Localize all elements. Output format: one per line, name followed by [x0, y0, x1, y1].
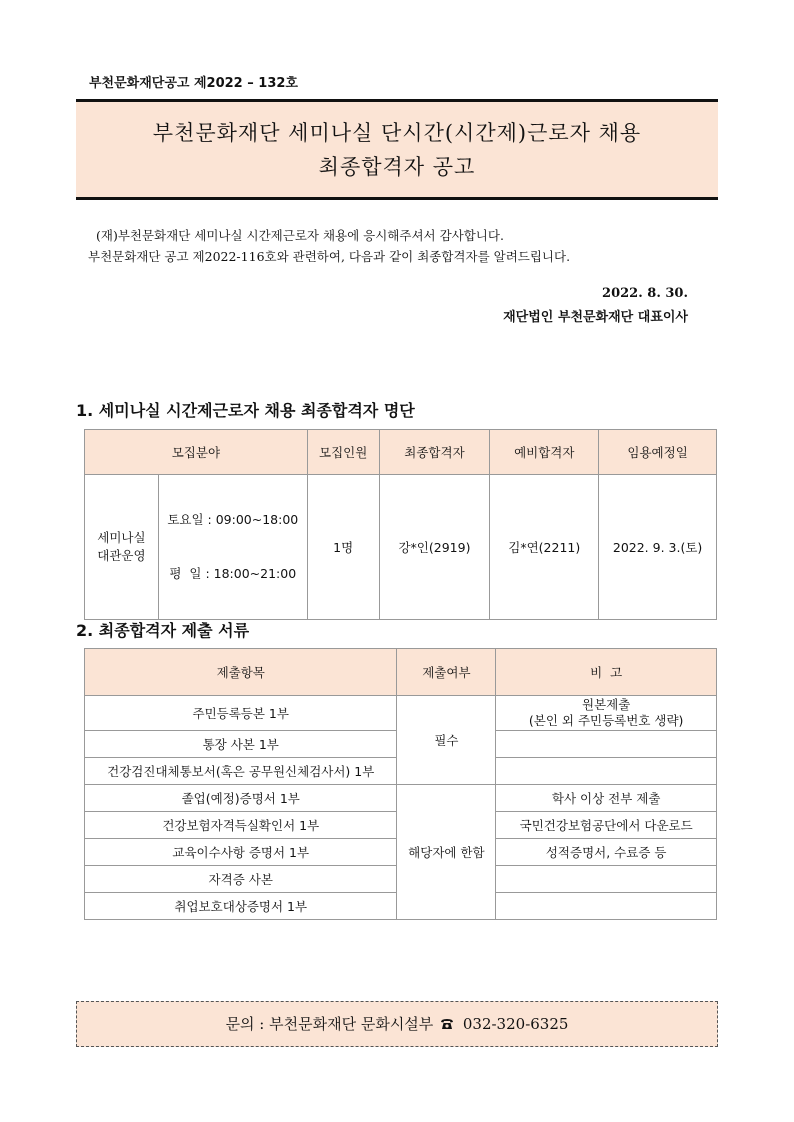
note-cell [496, 731, 717, 758]
note-cell [496, 866, 717, 893]
intro-line-2: 부천문화재단 공고 제2022-116호와 관련하여, 다음과 같이 최종합격자를 알려드립니다. [88, 249, 571, 264]
note-cell [496, 893, 717, 920]
field-cell [85, 475, 159, 620]
header-count: 모집인원 [307, 430, 379, 475]
documents-table [84, 648, 717, 920]
telephone-icon [440, 1002, 454, 1046]
title-box [76, 99, 718, 200]
header-field: 모집분야 [85, 430, 308, 475]
contact-prefix: 문의 : 부천문화재단 문화시설부 [225, 1015, 434, 1033]
final-candidates-table [84, 429, 717, 620]
reserve-cell: 김*연(2211) [490, 475, 599, 620]
table-row [85, 475, 717, 620]
schedule-line-1: 토요일 : 09:00~18:00 [167, 512, 299, 527]
document-number: 부천문화재단공고 제2022 – 132호 [89, 76, 298, 91]
item-cell: 교육이수사항 증명서 1부 [85, 839, 397, 866]
table-row [85, 785, 717, 812]
note-cell [496, 696, 717, 731]
header-start-date: 임용예정일 [599, 430, 717, 475]
table-header-row [85, 649, 717, 696]
field-line-1: 세미나실 [97, 530, 146, 545]
item-cell: 건강보험자격득실확인서 1부 [85, 812, 397, 839]
item-cell: 자격증 사본 [85, 866, 397, 893]
announcement-date: 2022. 8. 30. [602, 286, 688, 301]
signer: 재단법인 부천문화재단 대표이사 [503, 310, 688, 325]
section1-heading: 1. 세미나실 시간제근로자 채용 최종합격자 명단 [76, 401, 415, 420]
header-required: 제출여부 [397, 649, 496, 696]
final-cell: 강*인(2919) [379, 475, 490, 620]
group-required-cell: 필수 [397, 696, 496, 785]
title-line-2: 최종합격자 공고 [318, 155, 476, 179]
note-line-1: 원본제출 [582, 697, 631, 712]
schedule-cell [158, 475, 307, 620]
count-cell: 1명 [307, 475, 379, 620]
contact-phone: 032-320-6325 [462, 1015, 569, 1033]
item-cell: 통장 사본 1부 [85, 731, 397, 758]
item-cell: 건강검진대체통보서(혹은 공무원신체검사서) 1부 [85, 758, 397, 785]
table-header-row [85, 430, 717, 475]
table-row [85, 696, 717, 731]
group-applicable-cell: 해당자에 한함 [397, 785, 496, 920]
field-line-2: 대관운영 [97, 548, 146, 563]
title-line-1: 부천문화재단 세미나실 단시간(시간제)근로자 채용 [152, 121, 642, 145]
intro-line-1: (재)부천문화재단 세미나실 시간제근로자 채용에 응시해주셔서 감사합니다. [96, 228, 504, 243]
section2-heading: 2. 최종합격자 제출 서류 [76, 621, 250, 640]
item-cell: 취업보호대상증명서 1부 [85, 893, 397, 920]
note-line-2: (본인 외 주민등록번호 생략) [528, 713, 684, 728]
header-item: 제출항목 [85, 649, 397, 696]
item-cell: 주민등록등본 1부 [85, 696, 397, 731]
contact-box [76, 1001, 718, 1047]
note-cell [496, 758, 717, 785]
header-note: 비 고 [496, 649, 717, 696]
header-reserve: 예비합격자 [490, 430, 599, 475]
note-cell: 국민건강보험공단에서 다운로드 [496, 812, 717, 839]
note-cell: 학사 이상 전부 제출 [496, 785, 717, 812]
item-cell: 졸업(예정)증명서 1부 [85, 785, 397, 812]
note-cell: 성적증명서, 수료증 등 [496, 839, 717, 866]
schedule-line-2: 평 일 : 18:00~21:00 [169, 566, 297, 581]
start-date-cell: 2022. 9. 3.(토) [599, 475, 717, 620]
header-final: 최종합격자 [379, 430, 490, 475]
